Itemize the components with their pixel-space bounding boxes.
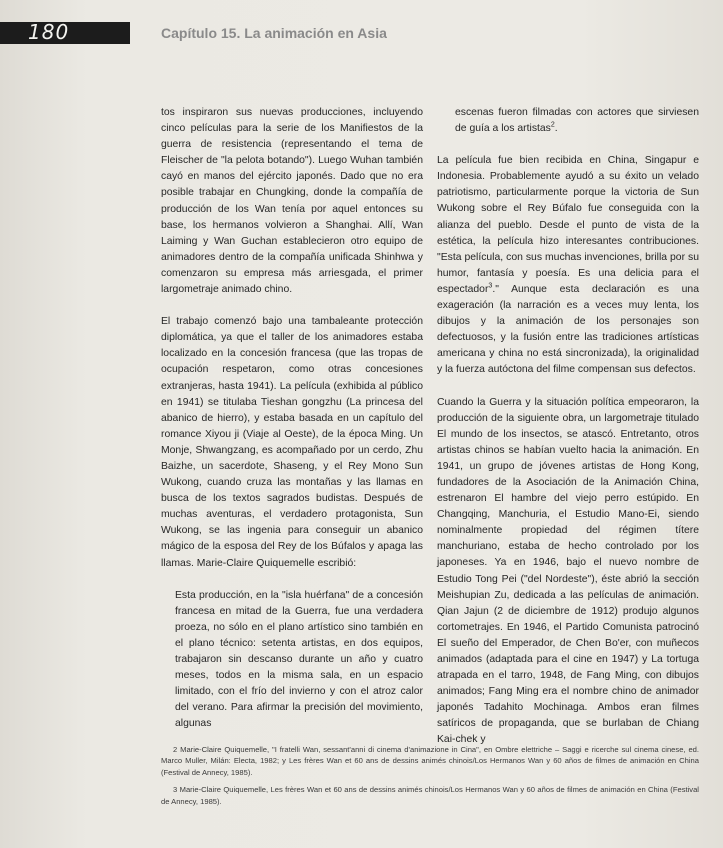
running-title: Capítulo 15. La animación en Asia (161, 25, 387, 41)
footnotes (161, 744, 699, 813)
block-quote: Esta producción, en la "isla huérfana" de a concesión francesa en mitad de la Guerra, fue una verdadera proeza, no sólo en el plano artístico sino también en el plano técnico: setenta artistas, en dos equipos, trabajaron sin descanso durante un año y cuatro meses, todos en la misma sala, en un espacio limitado, con el frío del invierno y con el atroz calor del verano. Para afirmar la precisión del movimiento, algunas (175, 589, 423, 730)
page-number: 180 (28, 20, 70, 44)
left-paragraph-2: El trabajo comenzó bajo una tambaleante protección diplomática, ya que el taller de los animadores estaba localizado en la concesión francesa (que las tropas de ocupación respetaron, como otras concesiones extranjeras, hasta 1941). La película (exhibida al público en 1941) se titulaba Tieshan gongzhu (La princesa del abanico de hierro), y estaba basada en un capítulo del romance Xiyou ji (Viaje al Oeste), de la época Ming. Un Monje, Shwangzang, es acompañado por un cerdo, Zhu Baizhe, un sacerdote, Shaseng, y el Rey Mono Sun Wukong, cuando cruza las montañas y las llamas en busca de los textos sagrados budistas. Después de muchas aventuras, el verdadero protagonista, Sun Wukong, se las ingenia para conseguir un abanico mágico de la esposa del Rey de los Búfalos y apaga las llamas. Marie-Claire Quiquemelle escribió: (161, 316, 423, 569)
right-column (437, 105, 699, 749)
paragraph-gap (437, 137, 699, 153)
right-paragraph-1-tail: ." Aunque esta declaración es una exageración (la narración es a veces muy lenta, los dibujos y la animación de los personajes son defectuosos, y la fusión entre las tradiciones artísticas americana y china no está sincronizada), la originalidad y la fuerza autóctona del filme compensan sus defectos. (437, 283, 699, 376)
right-paragraph-2: Cuando la Guerra y la situación política empeoraron, la producción de la siguiente obra, un largometraje titulado El mundo de los insectos, se atascó. Entretanto, otros artistas chinos se habían vuelto hacia la animación. En 1941, un grupo de jóvenes artistas de Hong Kong, fundadores de la Asociación de la Animación China, estrenaron El hambre del viejo perro estúpido. En Changqing, Manchuria, el Estudio Mano-Ei, siendo nominalmente propiedad del régimen títere manchuriano, estaba de hecho controlado por los japoneses. Ya en 1946, bajo el nuevo nombre de Estudio Tong Pei ("del Nordeste"), éste abrió la sección Meishupian Zu, dedicada a las películas de animación. Qian Jajun (2 de diciembre de 1912) produjo algunos cortometrajes. En 1946, el Partido Comunista patrocinó El sueño del Emperador, de Chen Bo'er, con muñecos animados (adaptada para el cine en 1947) y La tortuga atrapada en el tarro, 1948, de Fang Ming, con dibujos animados; Fang Ming era el nombre chino de animador japonés Tadahito Mochinaga. Ambos eran filmes satíricos de propaganda, que se burlaban de Chiang Kai-chek y (437, 396, 699, 746)
footnote-3: 3 Marie-Claire Quiquemelle, Les frères Wan et 60 ans de dessins animés chinois/Los Hermanos Wan y 60 años de filmes de animación en China (Festival de Annecy, 1985). (161, 785, 699, 806)
right-paragraph-1-text: La película fue bien recibida en China, Singapur e Indonesia. Probablemente ayudó a su éxito un velado patriotismo, particularmente porque la victoria de Sun Wukong sobre el Rey Búfalo fue conseguida con la alianza del pueblo. Desde el punto de vista de la estética, la película hizo interesantes contribuciones. "Esta película, con sus muchas invenciones, brilla por su humor, fantasía y poesía. Es una delicia para el espectador (437, 155, 699, 295)
quote-end-text: escenas fueron filmadas con actores que sirviesen de guía a los artistas (455, 107, 699, 135)
left-column (161, 105, 423, 732)
paragraph-gap (161, 572, 423, 588)
right-paragraph-1 (437, 153, 699, 378)
left-paragraph-1: tos inspiraron sus nuevas producciones, incluyendo cinco películas para la serie de los Manifiestos de la guerra de resistencia (representando el tema de Fleischer de "la pelota botando"). Luego Wuhan también cayó en manos del ejército japonés. Dado que no era posible trabajar en Chungking, donde la compañía de producción de los Wan tenía por aquel entonces su base, los hermanos volvieron a Shanghai. Allí, Wan Laiming y Wan Guchan establecieron otro equipo de animadores dentro de la compañía unificada Shinhwa y comenzaron su empresa más arriesgada, el primer largometraje animado chino. (161, 107, 423, 296)
footnote-2: 2 Marie-Claire Quiquemelle, "I fratelli Wan, sessant'anni di cinema d'animazione in Cina", en Ombre elettriche – Saggi e ricerche sul cinema cinese, ed. Marco Muller, Milán: Electa, 1982; y Les frères Wan et 60 ans de dessins animés chinois/Los Hermanos Wan y 60 años de filmes de animación en China (Festival de Annecy, 1985). (161, 745, 699, 777)
paragraph-gap (437, 379, 699, 395)
block-quote-continued: escenas fueron filmadas con actores que sirviesen de guía a los artistas$^2$. (455, 107, 699, 135)
paragraph-gap (161, 298, 423, 314)
footnote-ref-2: 2 (550, 121, 555, 129)
footnote-ref-3: 3 (488, 282, 493, 290)
